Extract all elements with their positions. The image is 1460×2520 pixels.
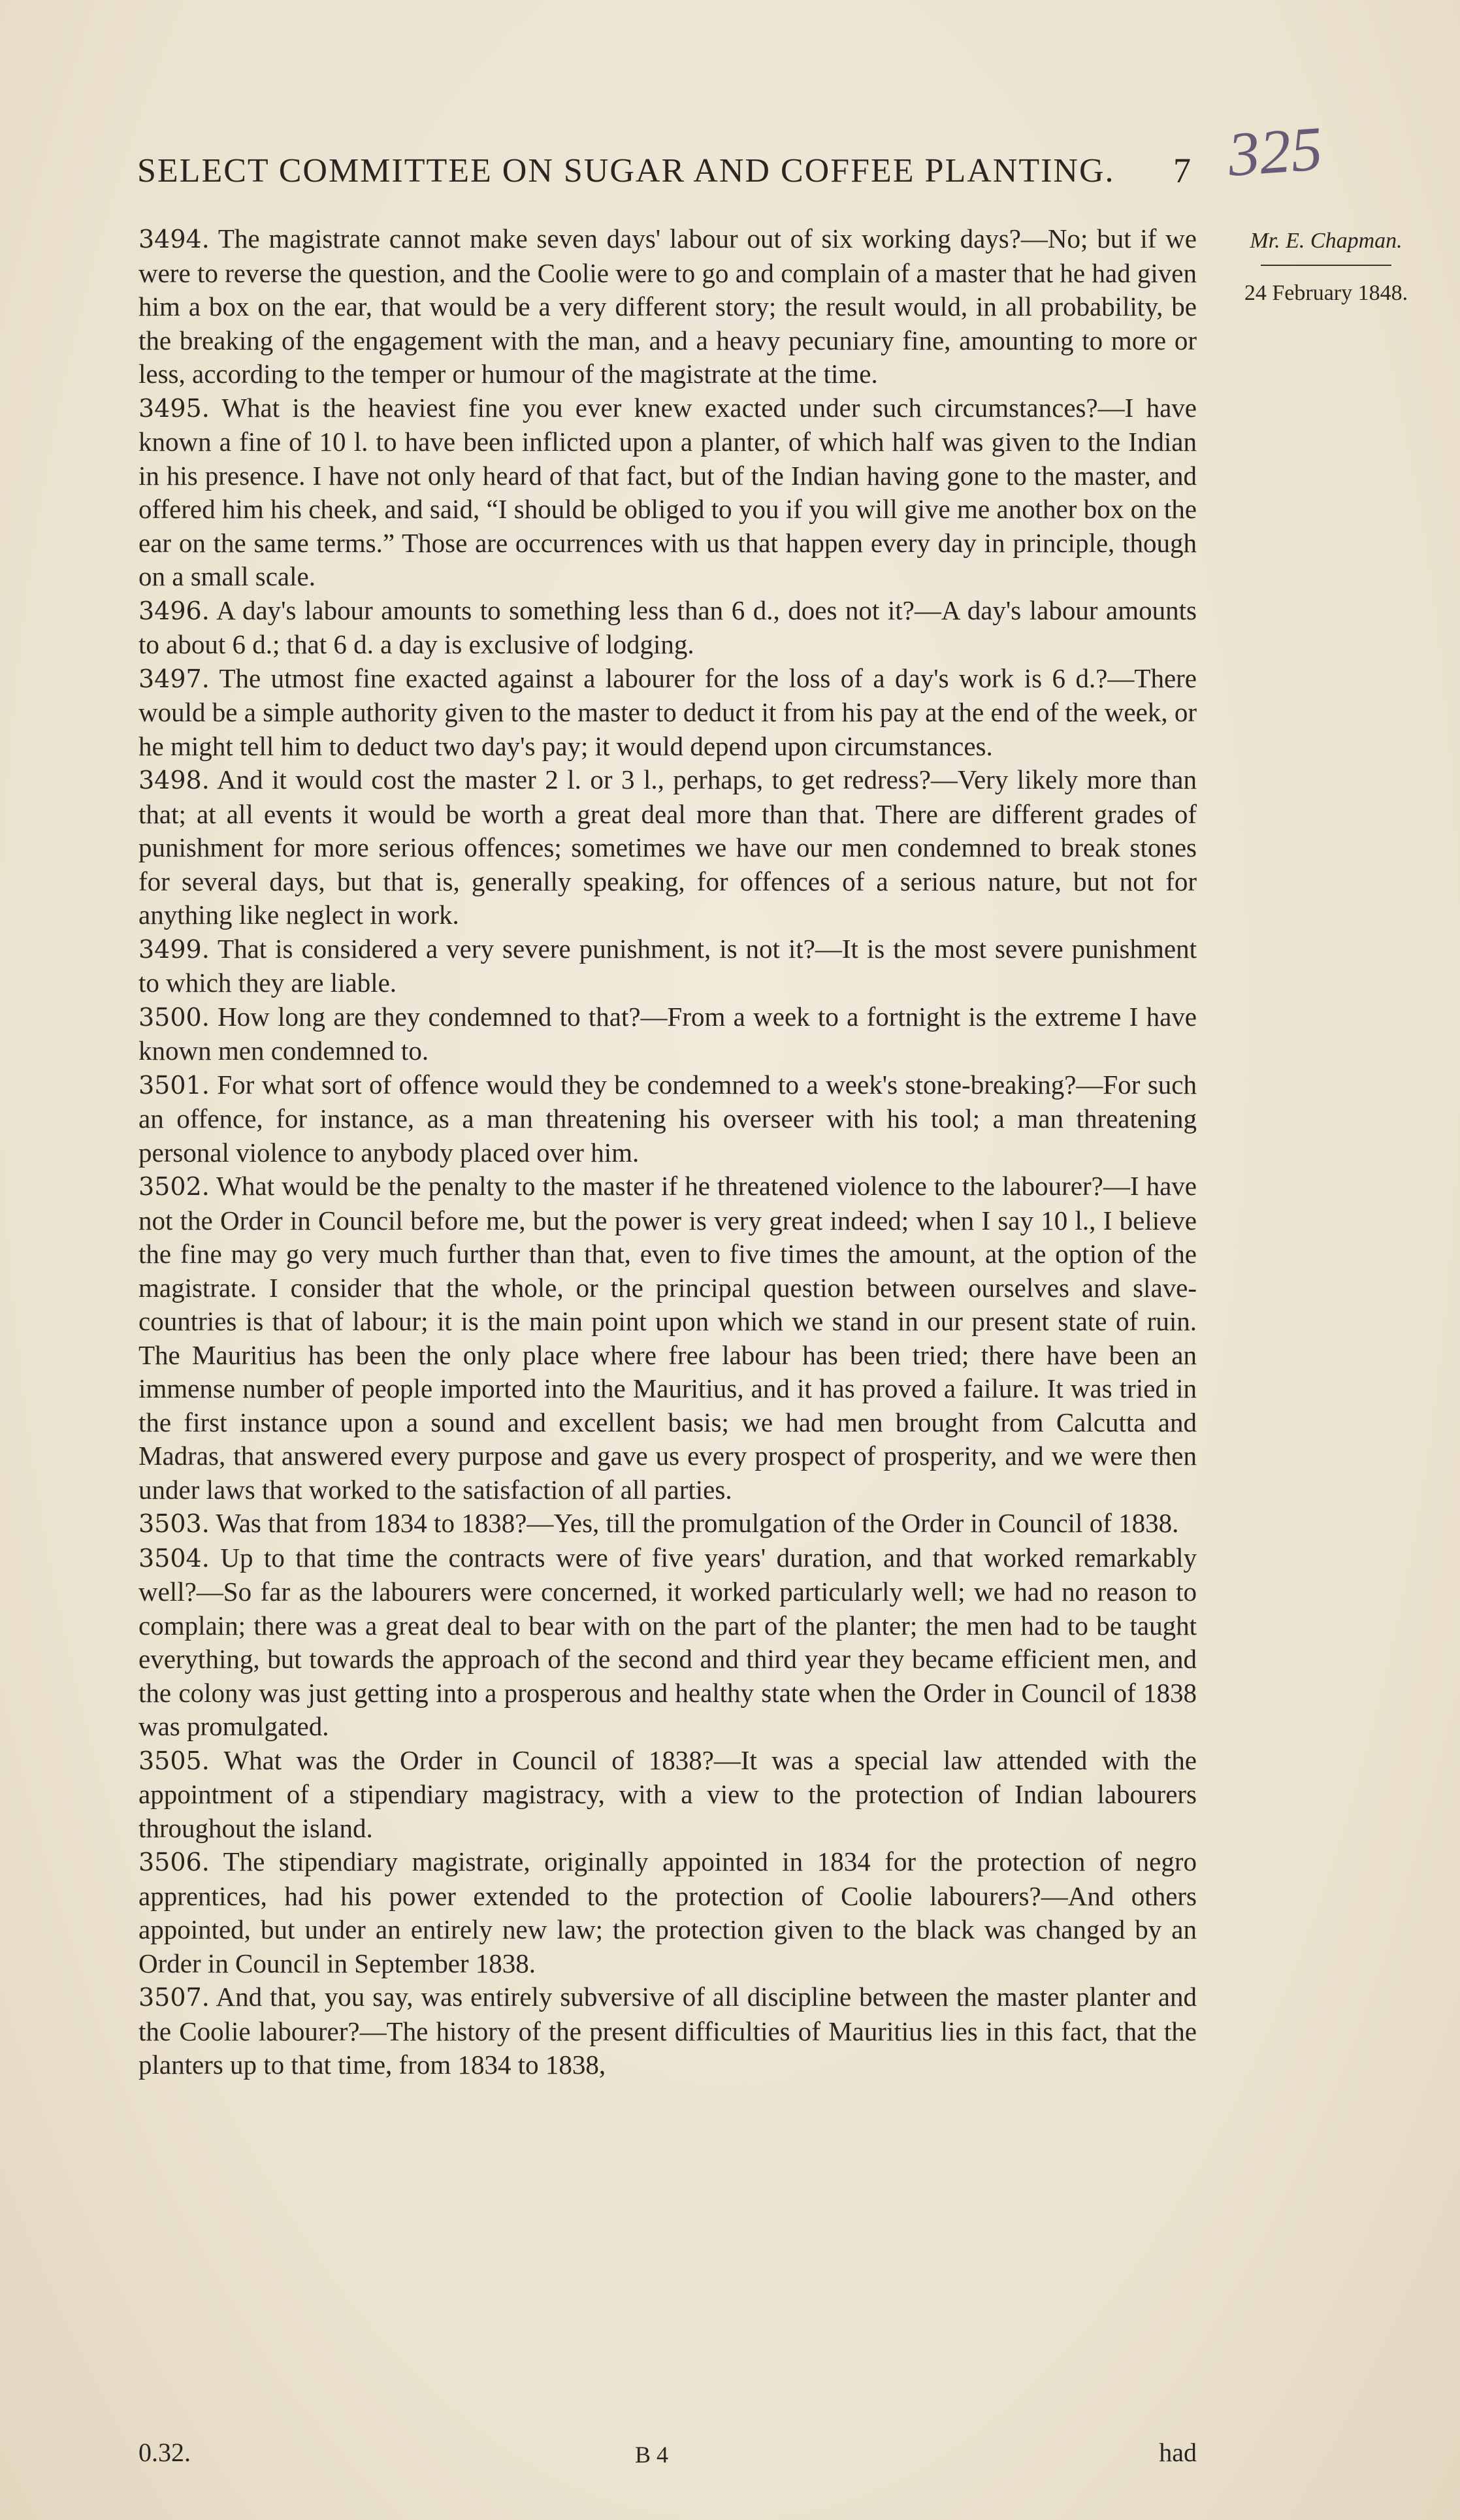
question-paragraph (138, 222, 1197, 391)
question-paragraph (138, 932, 1197, 1000)
question-text: How long are they condemned to that?—From a week to a fortnight is the extreme I have known men condemned to. (138, 1001, 1197, 1066)
question-paragraph (138, 1541, 1197, 1744)
question-paragraph (138, 1000, 1197, 1068)
question-number: 3507. (138, 1983, 210, 2012)
question-number: 3505. (138, 1746, 210, 1775)
question-number: 3503. (138, 1509, 210, 1538)
question-number: 3500. (138, 1002, 210, 1032)
question-number: 3494. (138, 225, 210, 254)
question-paragraph (138, 391, 1197, 594)
page-header-title: SELECT COMMITTEE ON SUGAR AND COFFEE PLANTING. (137, 152, 1115, 189)
question-number: 3499. (138, 934, 210, 964)
question-text: What is the heaviest fine you ever knew exacted under such circumstances?—I have known a fine of 10 l. to have been inflicted upon a planter, of which half was given to the Indian in his presence. I have not only heard of that fact, but of the Indian having gone to the master, and offered him his cheek, and said, “I should be obliged to you if you will give me another box on the ear on the same terms.” Those are occurrences with us that happen every day in principle, though on a small scale. (138, 392, 1197, 591)
question-number: 3506. (138, 1848, 210, 1876)
page-footer (138, 2437, 1197, 2476)
question-number: 3501. (138, 1070, 210, 1100)
question-paragraph (138, 763, 1197, 932)
footer-catchword: had (1159, 2438, 1197, 2467)
question-paragraph (138, 662, 1197, 764)
question-text: The utmost fine exacted against a labourer for the loss of a day's work is 6 d.?—There would be a simple authority given to the master to deduct it from his pay at the end of the week, or he might tell him to deduct two day's pay; it would depend upon circumstances. (138, 663, 1197, 761)
footer-signature-mark: B 4 (635, 2442, 669, 2468)
question-text: And that, you say, was entirely subversive of all discipline between the master planter and the Coolie labourer?—The history of the present difficulties of Mauritius lies in this fact, that the planters up to that time, from 1834 to 1838, (138, 1982, 1197, 2080)
question-text: Was that from 1834 to 1838?—Yes, till the promulgation of the Order in Council of 1838. (216, 1508, 1179, 1538)
question-text: The magistrate cannot make seven days' labour out of six working days?—No; but if we were to reverse the question, and the Coolie were to go and complain of a master that he had given him a box on the ear, that would be a very different story; the result would, in all probability, be the breaking of the engagement with the man, and a heavy pecuniary fine, amounting to more or less, according to the temper or humour of the magistrate at the time. (138, 223, 1197, 389)
question-text: Up to that time the contracts were of five years' duration, and that worked remarkably well?—So far as the labourers were concerned, it worked particularly well; we had no reason to complain; there was a great deal to bear with on the part of the planter; the men had to be taught everything, but towards the approach of the second and third year they became efficient men, and the colony was just getting into a prosperous and healthy state when the Order in Council of 1838 was promulgated. (138, 1542, 1197, 1741)
question-number: 3495. (138, 393, 210, 423)
question-paragraph (138, 1980, 1197, 2082)
handwritten-folio-number: 325 (1225, 113, 1325, 189)
question-number: 3504. (138, 1543, 210, 1573)
question-text: What was the Order in Council of 1838?—It was a special law attended with the appointment of a stipendiary magistracy, with a view to the protection of Indian labourers throughout the island. (138, 1744, 1197, 1843)
margin-date: 24 February 1848. (1244, 281, 1408, 305)
question-paragraph (138, 1744, 1197, 1846)
question-number: 3502. (138, 1172, 210, 1201)
question-text: What would be the penalty to the master if he threatened violence to the labourer?—I have not the Order in Council before me, but the power is very great indeed; when I say 10 l., I believe the fine may go very much further than that, even to five times the amount, at the option of the magistrate. I consider that the whole, or the principal question between ourselves and slave-countries is that of labour; it is the main point upon which we stand in our present state of ruin. The Mauritius has been the only place where free labour has been tried; there have been an immense number of people imported into the Mauritius, and it has proved a failure. It was tried in the first instance upon a sound and excellent basis; we had men brought from Calcutta and Madras, that answered every purpose and gave us every prospect of prosperity, and we were then under laws that worked to the satisfaction of all parties. (138, 1171, 1197, 1505)
question-paragraph (138, 1507, 1197, 1541)
body-text (138, 222, 1197, 2082)
question-text: The stipendiary magistrate, originally appointed in 1834 for the protection of negro apprentices, had his power extended to the protection of Coolie labourers?—And others appointed, but under an entirely new law; the protection given to the black was changed by an Order in Council in September 1838. (138, 1846, 1197, 1978)
question-text: And it would cost the master 2 l. or 3 l., perhaps, to get redress?—Very likely more than that; at all events it would be worth a great deal more than that. There are different grades of punishment for more serious offences; sometimes we have our men condemned to break stones for several days, but that is, generally speaking, for offences of a serious nature, but not for anything like neglect in work. (138, 764, 1197, 930)
question-number: 3497. (138, 664, 210, 693)
question-text: That is considered a very severe punishment, is not it?—It is the most severe punishment to which they are liable. (138, 933, 1197, 998)
margin-rule (1261, 265, 1391, 266)
question-paragraph (138, 1068, 1197, 1170)
margin-witness-name: Mr. E. Chapman. (1250, 229, 1403, 253)
footer-sessional-number: 0.32. (138, 2438, 191, 2467)
question-number: 3498. (138, 766, 210, 794)
question-paragraph (138, 1845, 1197, 1980)
question-paragraph (138, 594, 1197, 662)
question-paragraph (138, 1170, 1197, 1507)
question-text: A day's labour amounts to something less than 6 d., does not it?—A day's labour amounts to about 6 d.; that 6 d. a day is exclusive of lodging. (138, 595, 1197, 659)
question-text: For what sort of offence would they be condemned to a week's stone-breaking?—For such an offence, for instance, as a man threatening his overseer with his tool; a man threatening personal violence to anybody placed over him. (138, 1069, 1197, 1168)
page-number: 7 (1173, 151, 1191, 190)
question-number: 3496. (138, 596, 210, 625)
